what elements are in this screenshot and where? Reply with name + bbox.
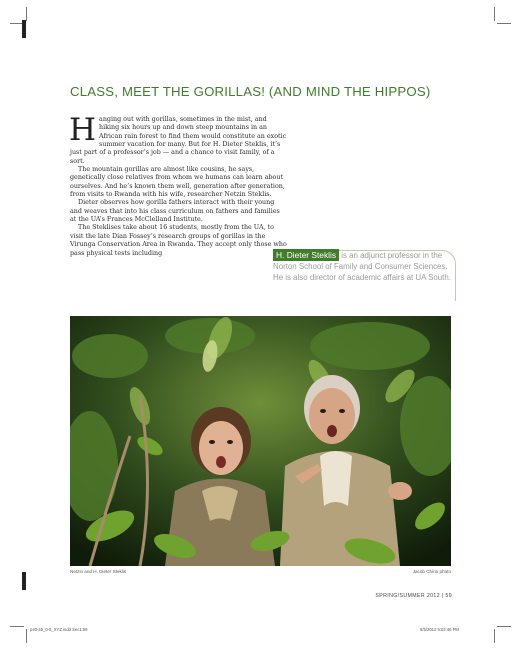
paragraph: The mountain gorillas are almost like cousins, he says, genetically close relatives from whom we humans can learn about ourselves. And he’s known them well, generation after generation, from visits to Rwanda with his wife, researcher Netzin Steklis. xyxy=(70,166,285,199)
crop-mark xyxy=(26,629,27,643)
paragraph: Dieter observes how gorilla fathers interact with their young and weaves that into his class curriculum on fathers and families at the UA’s Frances McClelland Institute. xyxy=(70,199,280,224)
photo-illustration xyxy=(70,316,451,566)
crop-mark xyxy=(494,7,495,21)
paragraph: The Steklises take about 16 students, mostly from the UA, to visit the late Dian Fossey’s research groups of gorillas in the Virunga Conservation Area in Rwanda. They accept only those who pass physical tests including xyxy=(70,224,287,257)
article-title: CLASS, MEET THE GORILLAS! (AND MIND THE HIPPOS) xyxy=(70,84,431,99)
crop-mark xyxy=(26,7,27,21)
slug-file: p40-45_0-5_XYZ.indd Sec1:59 xyxy=(30,627,88,632)
pullquote xyxy=(273,250,455,283)
gorilla-researchers-photo xyxy=(70,316,451,566)
photo-credit: Jacob Chinn photo xyxy=(412,569,451,574)
photo-caption: Netzin and H. Dieter Steklis xyxy=(70,569,127,574)
spine-edge xyxy=(22,572,26,590)
pullquote-name: H. Dieter Steklis xyxy=(273,249,339,261)
crop-mark xyxy=(10,626,24,627)
paragraph: Hanging out with gorillas, sometimes in the mist, and hiking six hours up and down steep mountains in an African rain forest to find them would constitute an exotic summer vacation for many. But for H. Dieter Steklis, it’s just part of a professor’s job — and a chance to visit family, of a sort. xyxy=(69,112,287,165)
drop-cap: H xyxy=(69,112,97,148)
spine-edge xyxy=(22,20,26,38)
crop-mark xyxy=(497,23,511,24)
article-body xyxy=(69,112,288,258)
crop-mark xyxy=(494,629,495,643)
page-folio: SPRING/SUMMER 2012 | 59 xyxy=(375,593,452,599)
slug-timestamp: 6/5/2012 5:03:46 PM xyxy=(420,627,459,632)
pullquote-text: is an adjunct professor in the Norton School of Family and Consumer Sciences. He is also director of academic affairs at UA South. xyxy=(273,251,451,282)
crop-mark xyxy=(497,626,511,627)
